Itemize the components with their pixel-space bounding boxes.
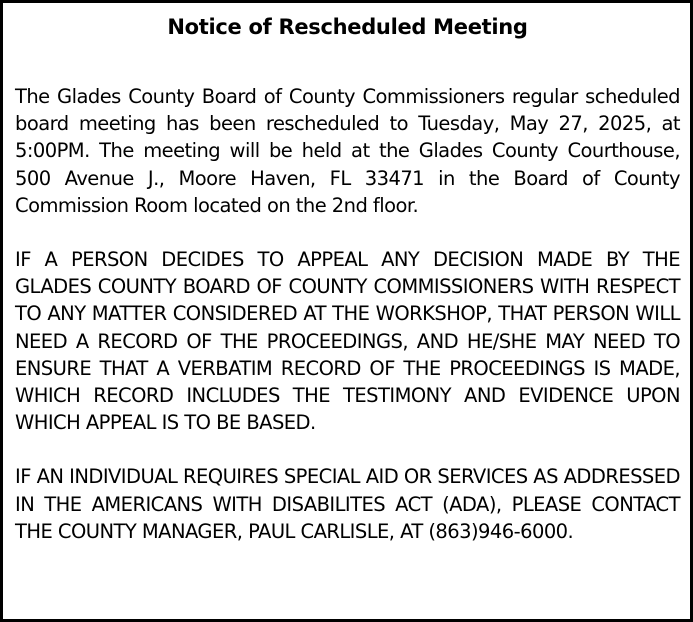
appeal-notice-paragraph: IF A PERSON DECIDES TO APPEAL ANY DECISION MADE BY THE GLADES COUNTY BOARD OF COUNTY COMMISSIONERS WITH RESPECT TO ANY MATTER CONSIDERED AT THE WORKSHOP, THAT PERSON WILL NEED A RECORD OF THE PROCEEDINGS, AND HE/SHE MAY NEED TO ENSURE THAT A VERBATIM RECORD OF THE PROCEEDINGS IS MADE, WHICH RECORD INCLUDES THE TESTIMONY AND EVIDENCE UPON WHICH APPEAL IS TO BE BASED. [15, 248, 680, 435]
ada-notice-paragraph: IF AN INDIVIDUAL REQUIRES SPECIAL AID OR SERVICES AS ADDRESSED IN THE AMERICANS WITH DISABILITES ACT (ADA), PLEASE CONTACT THE COUNTY MANAGER, PAUL CARLISLE, AT (863)946-6000. [15, 465, 680, 543]
meeting-details-paragraph: The Glades County Board of County Commissioners regular scheduled board meeting has been rescheduled to Tuesday, May 27, 2025, at 5:00PM. The meeting will be held at the Glades County Courthouse, 500 Avenue J., Moore Haven, FL 33471 in the Board of County Commission Room located on the 2nd floor. [15, 85, 680, 217]
notice-title: Notice of Rescheduled Meeting [167, 15, 528, 39]
